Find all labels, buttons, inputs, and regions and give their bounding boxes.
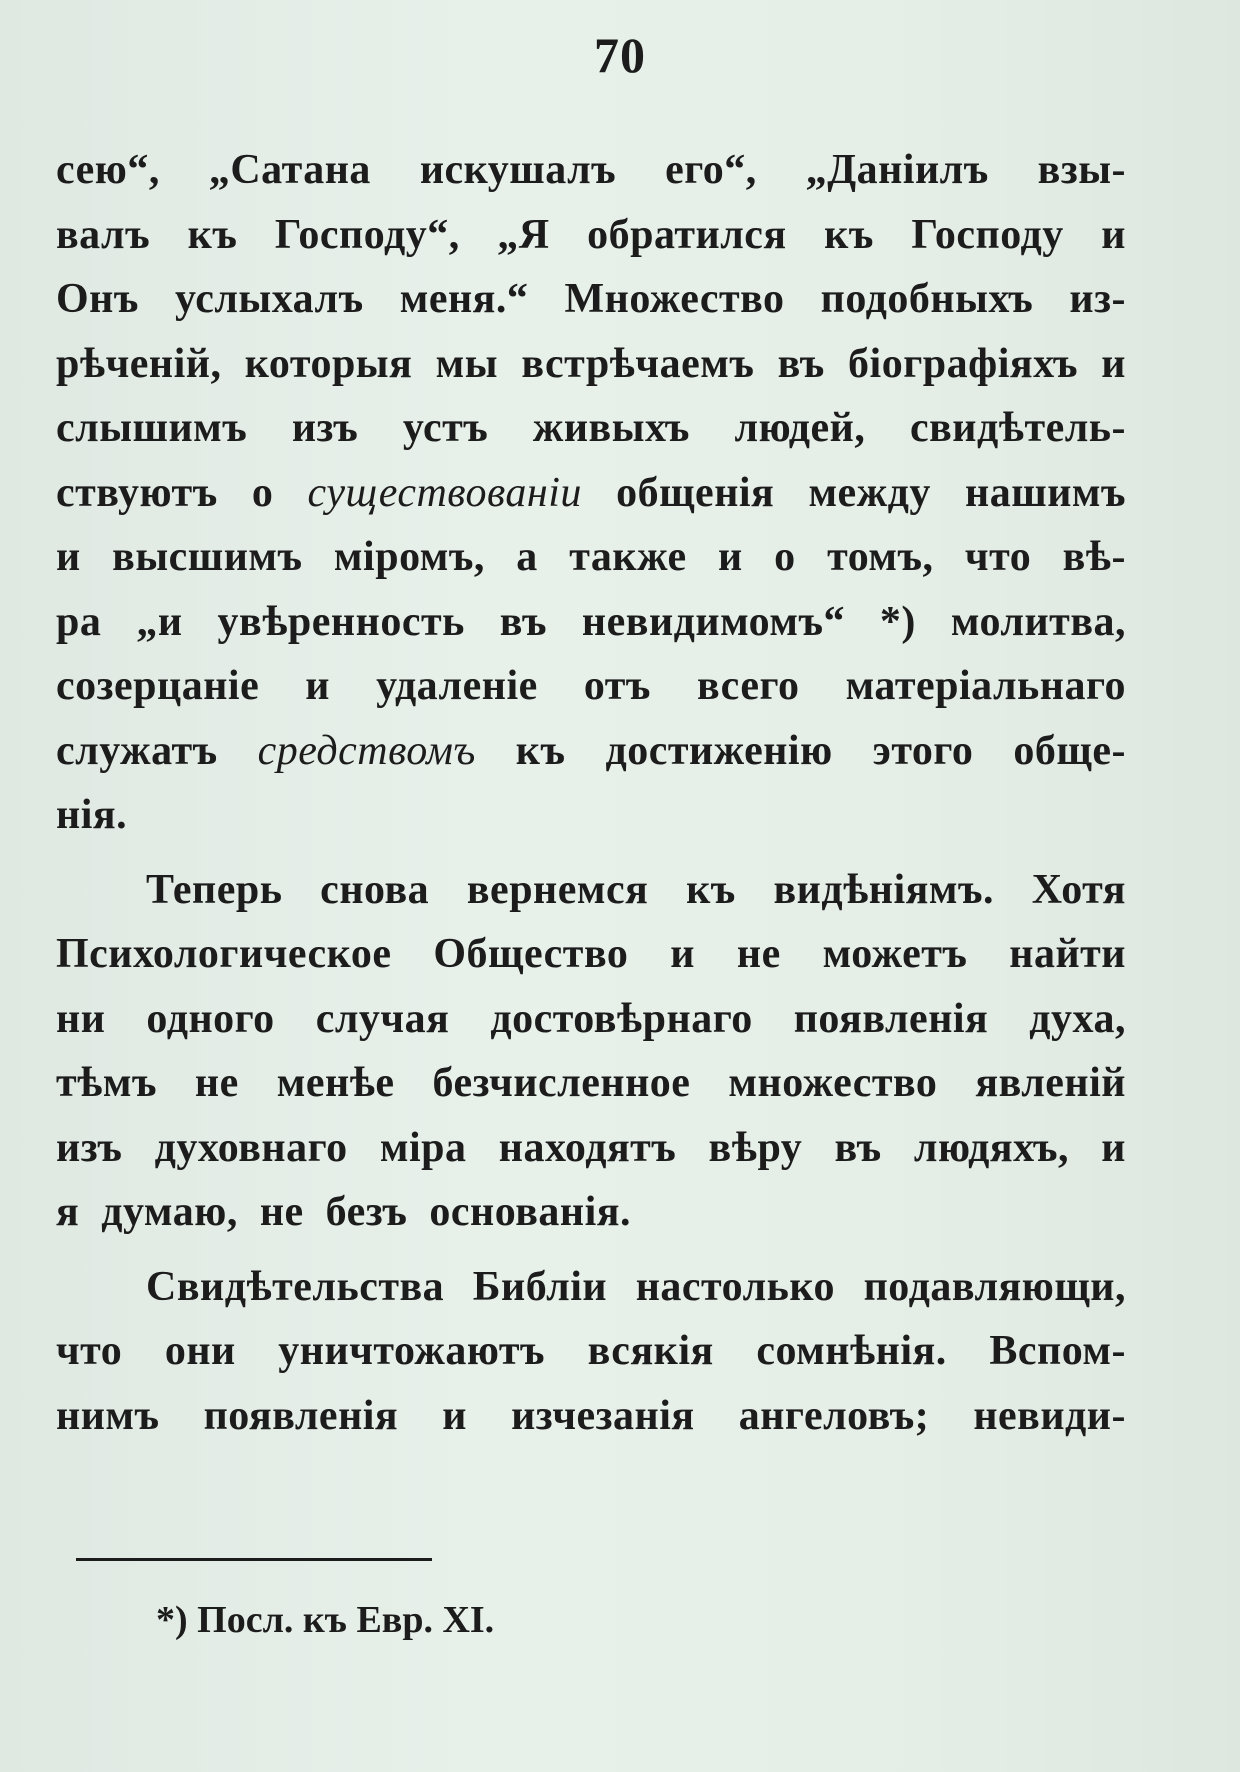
text-segment: служатъ bbox=[56, 727, 258, 774]
text-line bbox=[56, 1384, 1126, 1449]
text-segment: Теперь снова вернемся къ видѣніямъ. Хотя bbox=[146, 866, 1126, 913]
text-line bbox=[56, 987, 1126, 1052]
text-segment: къ достиженію этого обще- bbox=[475, 727, 1127, 774]
text-segment: ствуютъ о bbox=[56, 469, 308, 516]
text-line bbox=[56, 719, 1126, 784]
text-segment: тѣмъ не менѣе безчисленное множество явленій bbox=[56, 1060, 1126, 1106]
text-line bbox=[56, 138, 1126, 203]
text-segment: созерцаніе и удаленіе отъ всего матеріальнаго bbox=[56, 663, 1126, 709]
text-line bbox=[56, 1051, 1126, 1116]
text-line bbox=[56, 1180, 1126, 1245]
text-line bbox=[56, 267, 1126, 332]
text-line bbox=[56, 461, 1126, 526]
text-segment: Свидѣтельства Библіи настолько подавляющи, bbox=[146, 1263, 1126, 1310]
text-segment: общенія между нашимъ bbox=[581, 469, 1126, 516]
text-segment: Психологическое Общество и не можетъ найти bbox=[56, 931, 1126, 977]
text-line bbox=[56, 525, 1126, 590]
text-segment: сею“, „Сатана искушалъ его“, „Даніилъ взы- bbox=[56, 147, 1126, 193]
text-line bbox=[56, 783, 1126, 848]
footnote: *) Посл. къ Евр. XI. bbox=[156, 1599, 495, 1641]
text-line bbox=[56, 654, 1126, 719]
text-line bbox=[56, 332, 1126, 397]
page-number: 70 bbox=[594, 27, 646, 83]
footnote-divider bbox=[76, 1558, 432, 1561]
text-segment: валъ къ Господу“, „Я обратился къ Господу и bbox=[56, 211, 1126, 258]
text-line bbox=[56, 1255, 1126, 1320]
text-segment: и высшимъ міромъ, а также и о томъ, что вѣ- bbox=[56, 534, 1126, 580]
text-line bbox=[56, 1319, 1126, 1384]
italic-text: существованіи bbox=[307, 469, 582, 516]
text-segment: Онъ услыхалъ меня.“ Множество подобныхъ из- bbox=[56, 276, 1126, 322]
text-segment: слышимъ изъ устъ живыхъ людей, свидѣтель- bbox=[56, 405, 1126, 451]
text-segment: я думаю, не безъ основанія. bbox=[56, 1189, 631, 1235]
italic-text: средствомъ bbox=[257, 727, 476, 774]
text-segment: рѣченій, которыя мы встрѣчаемъ въ біографіяхъ и bbox=[56, 340, 1126, 387]
text-line bbox=[56, 1116, 1126, 1181]
text-segment: изъ духовнаго міра находятъ вѣру въ людяхъ, и bbox=[56, 1124, 1126, 1171]
text-line bbox=[56, 203, 1126, 268]
text-line bbox=[56, 396, 1126, 461]
text-segment: ни одного случая достовѣрнаго появленія духа, bbox=[56, 995, 1126, 1042]
text-segment: нія. bbox=[56, 792, 128, 838]
text-line bbox=[56, 590, 1126, 655]
text-line bbox=[56, 858, 1126, 923]
text-line bbox=[56, 922, 1126, 987]
main-text bbox=[56, 138, 1126, 1448]
text-segment: что они уничтожаютъ всякія сомнѣнія. Вспом- bbox=[56, 1328, 1126, 1374]
text-segment: нимъ появленія и изчезанія ангеловъ; невиди- bbox=[56, 1392, 1126, 1439]
text-segment: ра „и увѣренность въ невидимомъ“ *) молитва, bbox=[56, 598, 1126, 645]
